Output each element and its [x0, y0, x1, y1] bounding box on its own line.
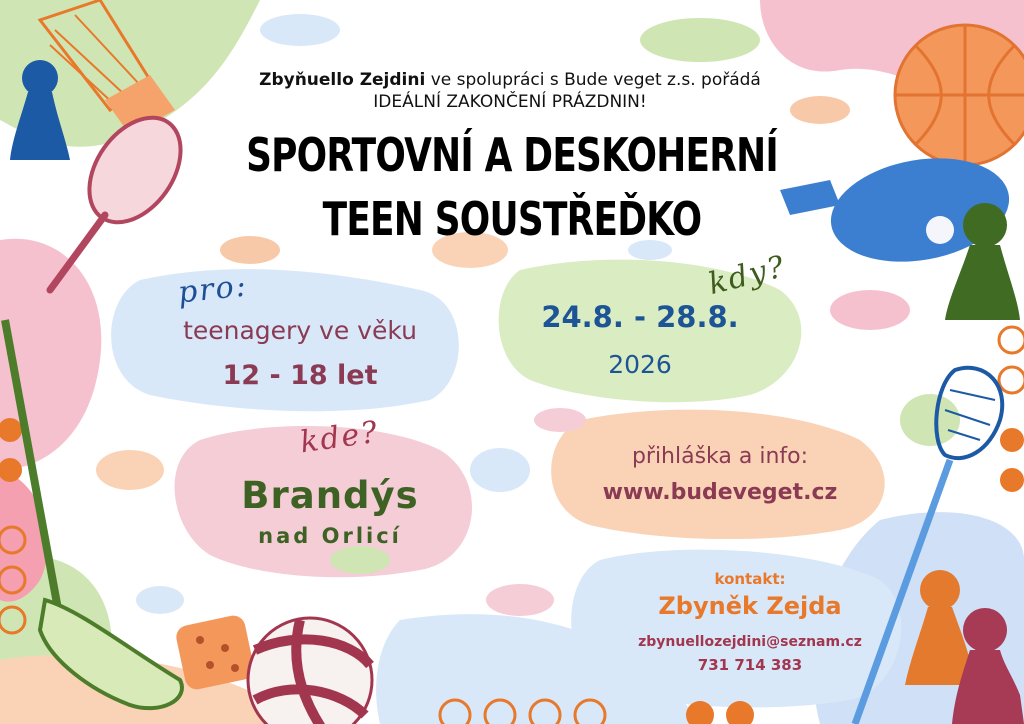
intro-line: [150, 70, 870, 90]
target-age-range: 12 - 18 let: [222, 360, 378, 391]
contact-name: Zbyněk Zejda: [658, 592, 842, 620]
target-audience: teenagery ve věku: [183, 316, 417, 345]
when-script-label: kdy?: [704, 249, 790, 302]
contact-phone: 731 714 383: [697, 656, 803, 674]
tagline: IDEÁLNÍ ZAKONČENÍ PRÁZDNIN!: [373, 92, 647, 112]
event-year: 2026: [608, 350, 672, 379]
place-subtitle: nad Orlicí: [258, 524, 402, 548]
contact-label: kontakt:: [714, 570, 786, 588]
organizer-name: Zbyňuello Zejdini: [259, 70, 426, 90]
dice-icon: [174, 613, 256, 691]
title-line-1: SPORTOVNÍ A DESKOHERNÍ: [246, 128, 778, 182]
target-script-label: pro:: [176, 268, 250, 311]
info-url-link[interactable]: www.budeveget.cz: [602, 480, 838, 505]
title-line-2: TEEN SOUSTŘEĎKO: [322, 192, 702, 246]
volleyball-icon: [248, 618, 372, 724]
basketball-icon: [895, 25, 1024, 165]
where-script-label: kde?: [297, 414, 382, 461]
event-dates: 24.8. - 28.8.: [541, 300, 739, 334]
collab-text: ve spolupráci s Bude veget z.s. pořádá: [430, 70, 761, 90]
place-name: Brandýs: [241, 474, 419, 517]
contact-email-link[interactable]: zbynuellozejdini@seznam.cz: [638, 634, 862, 650]
info-label: přihláška a info:: [631, 444, 809, 469]
